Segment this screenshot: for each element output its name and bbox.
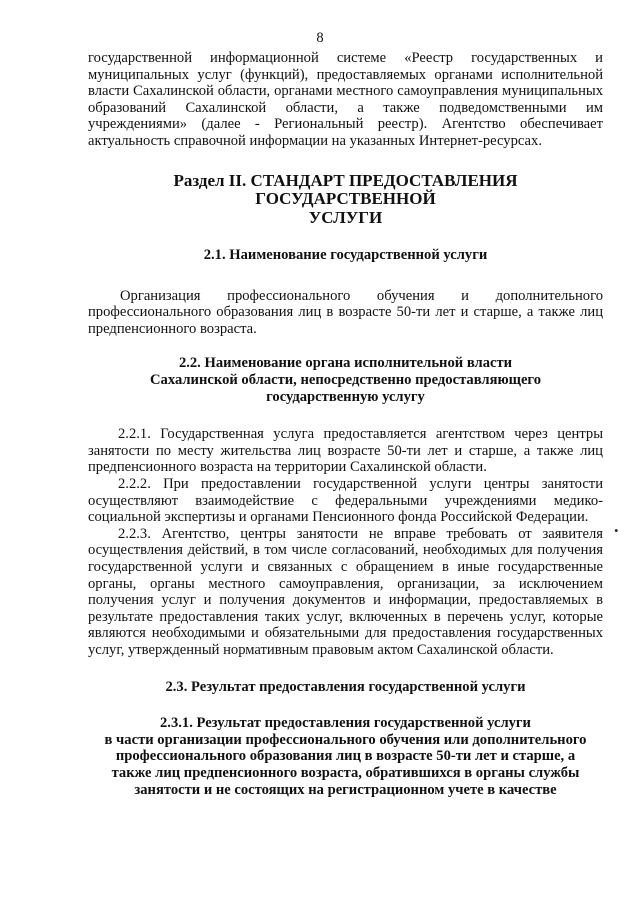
paragraph-2-2-3: 2.2.3. Агентство, центры занятости не вправе требовать от заявителя осуществления действий, в том числе согласований, необходимых для получения государственной услуги и связанных с обращением в иные государственные органы, органы местного самоуправления, организации, за исключением получения услуг и получения документов и информации, предоставляемых в результате предоставления таких услуг, включенных в перечень услуг, которые являются необходимыми и обязательными для предоставления государственных услуг, утвержденный нормативным правовым актом Сахалинской области.	[88, 525, 603, 658]
page-body	[88, 50, 603, 798]
heading-line: в части организации профессионального обучения или дополнительного	[104, 731, 587, 748]
section-title	[88, 172, 603, 228]
heading-line: также лиц предпенсионного возраста, обратившихся в органы службы	[111, 764, 580, 781]
margin-mark: •	[614, 523, 619, 538]
heading-line: государственную услугу	[266, 388, 425, 405]
heading-2-1: 2.1. Наименование государственной услуги	[203, 247, 488, 264]
heading-line: 2.3.1. Результат предоставления государственной услуги	[160, 715, 531, 732]
paragraph-2-2-1: 2.2.1. Государственная услуга предоставляется агентством через центры занятости по месту жительства лиц возрасте 50-ти лет и старше, а также лиц предпенсионного возраста на территории Сахалинской области.	[88, 426, 603, 476]
intro-paragraph: государственной информационной системе «Реестр государственных и муниципальных услуг (функций), предоставляемых органами исполнительной власти Сахалинской области, органами местного самоуправления муниципальных образований Сахалинской области, а также подведомственными им учреждениями» (далее - Региональный реестр). Агентство обеспечивает актуальность справочной информации на указанных Интернет-ресурсах.	[88, 50, 603, 149]
heading-line: занятости и не состоящих на регистрационном учете в качестве	[134, 781, 557, 798]
heading-line: 2.2. Наименование органа исполнительной власти	[178, 355, 513, 372]
paragraph-2-2-2: 2.2.2. При предоставлении государственной услуги центры занятости осуществляют взаимодействие с федеральными учреждениями медико-социальной экспертизы и органами Пенсионного фонда Российской Федерации.	[88, 476, 603, 526]
page-number: 8	[316, 30, 324, 46]
heading-line: профессионального образования лиц в возрасте 50-ти лет и старше, а	[115, 748, 576, 765]
heading-2-3: 2.3. Результат предоставления государственной услуги	[165, 678, 526, 695]
heading-2-2	[88, 355, 603, 405]
paragraph-2-1: Организация профессионального обучения и дополнительного профессионального образования лиц в возрасте 50-ти лет и старше, а также лиц предпенсионного возраста.	[88, 287, 603, 337]
heading-line: Сахалинской области, непосредственно предоставляющего	[150, 372, 541, 389]
section-title-line: Раздел II. СТАНДАРТ ПРЕДОСТАВЛЕНИЯ ГОСУДАРСТВЕННОЙ	[173, 170, 518, 209]
heading-2-3-1	[88, 715, 603, 798]
section-title-line: УСЛУГИ	[308, 207, 383, 227]
